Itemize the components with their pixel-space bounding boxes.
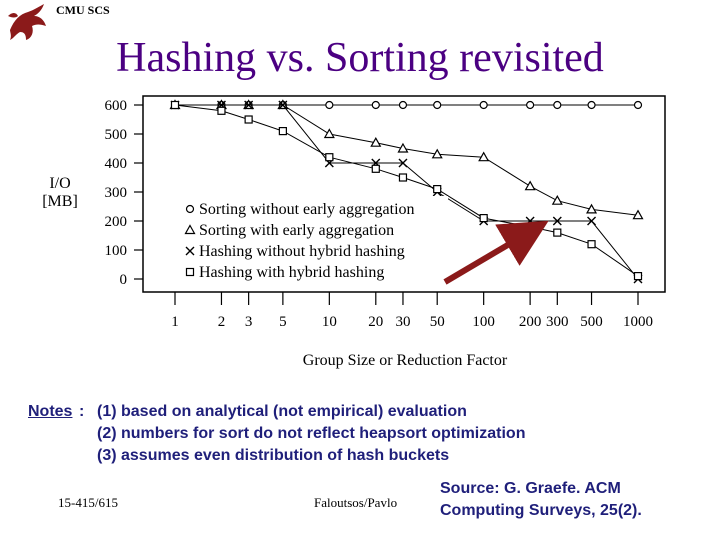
series-1-point	[554, 102, 561, 109]
note-line-3: (3) assumes even distribution of hash buckets	[97, 447, 450, 464]
note-line-1: (1) based on analytical (not empirical) evaluation	[97, 403, 467, 420]
footer-course: 15-415/615	[58, 495, 118, 510]
series-2-point	[526, 182, 535, 190]
series-1-point	[434, 102, 441, 109]
series-4-point	[172, 102, 179, 109]
series-4-point	[218, 107, 225, 114]
x-tick-label: 2	[217, 314, 226, 330]
y-axis	[105, 98, 144, 288]
y-tick-label: 0	[119, 272, 127, 288]
x-tick-label: 3	[244, 314, 253, 330]
series-4-point	[372, 165, 379, 172]
legend-marker-4	[187, 269, 194, 276]
series-4-point	[245, 116, 252, 123]
y-tick-label: 300	[104, 185, 127, 201]
slide-title: Hashing vs. Sorting revisited	[116, 35, 604, 81]
series-4-point	[527, 223, 534, 230]
legend	[180, 196, 448, 288]
legend-label-4: Hashing with hybrid hashing	[199, 264, 385, 281]
y-tick-label: 100	[104, 243, 127, 259]
series-1-point	[480, 102, 487, 109]
x-axis-label: Group Size or Reduction Factor	[302, 352, 508, 369]
series-4-point	[635, 273, 642, 280]
x-tick-label: 1000	[623, 314, 653, 330]
y-axis-label-line2: [MB]	[42, 193, 78, 210]
series-2-point	[553, 196, 562, 204]
x-tick-label: 200	[518, 314, 542, 330]
notes-colon: :	[79, 403, 85, 420]
series-1-point	[399, 102, 406, 109]
y-tick-label: 500	[104, 127, 127, 143]
series-1-point	[635, 102, 642, 109]
series-4-point	[399, 174, 406, 181]
x-tick-label: 20	[368, 314, 384, 330]
legend-label-1: Sorting without early aggregation	[199, 201, 415, 218]
notes-label: Notes	[28, 403, 73, 420]
series-4-point	[279, 128, 286, 135]
legend-label-2: Sorting with early aggregation	[199, 222, 395, 239]
series-2-point	[325, 130, 334, 138]
legend-marker-1	[187, 206, 194, 213]
series-1-point	[372, 102, 379, 109]
x-tick-label: 500	[580, 314, 603, 330]
highlight-arrow	[445, 233, 528, 282]
x-tick-label: 300	[546, 314, 569, 330]
source-line-1: Source: G. Graefe. ACM	[440, 480, 621, 497]
x-tick-label: 100	[472, 314, 495, 330]
y-axis-label-line1: I/O	[49, 175, 71, 192]
series-4-point	[434, 186, 441, 193]
x-axis	[171, 292, 653, 330]
series-1-point	[588, 102, 595, 109]
series-4-point	[480, 215, 487, 222]
x-tick-label: 30	[395, 314, 411, 330]
series-4-point	[588, 241, 595, 248]
legend-label-3: Hashing without hybrid hashing	[199, 243, 405, 260]
series-4-point	[554, 229, 561, 236]
y-tick-label: 200	[104, 214, 127, 230]
org-label: CMU SCS	[56, 3, 110, 17]
source-line-2: Computing Surveys, 25(2).	[440, 502, 642, 519]
footer-authors: Faloutsos/Pavlo	[314, 495, 398, 510]
y-tick-label: 600	[104, 98, 127, 114]
series-4-point	[326, 154, 333, 161]
x-tick-label: 1	[171, 314, 179, 330]
footer-source	[440, 478, 642, 522]
x-tick-label: 50	[429, 314, 445, 330]
series-1-point	[326, 102, 333, 109]
x-tick-label: 5	[279, 314, 287, 330]
series-1-point	[527, 102, 534, 109]
note-line-2: (2) numbers for sort do not reflect heapsort optimization	[97, 425, 526, 442]
x-tick-label: 10	[321, 314, 337, 330]
y-tick-label: 400	[104, 156, 127, 172]
